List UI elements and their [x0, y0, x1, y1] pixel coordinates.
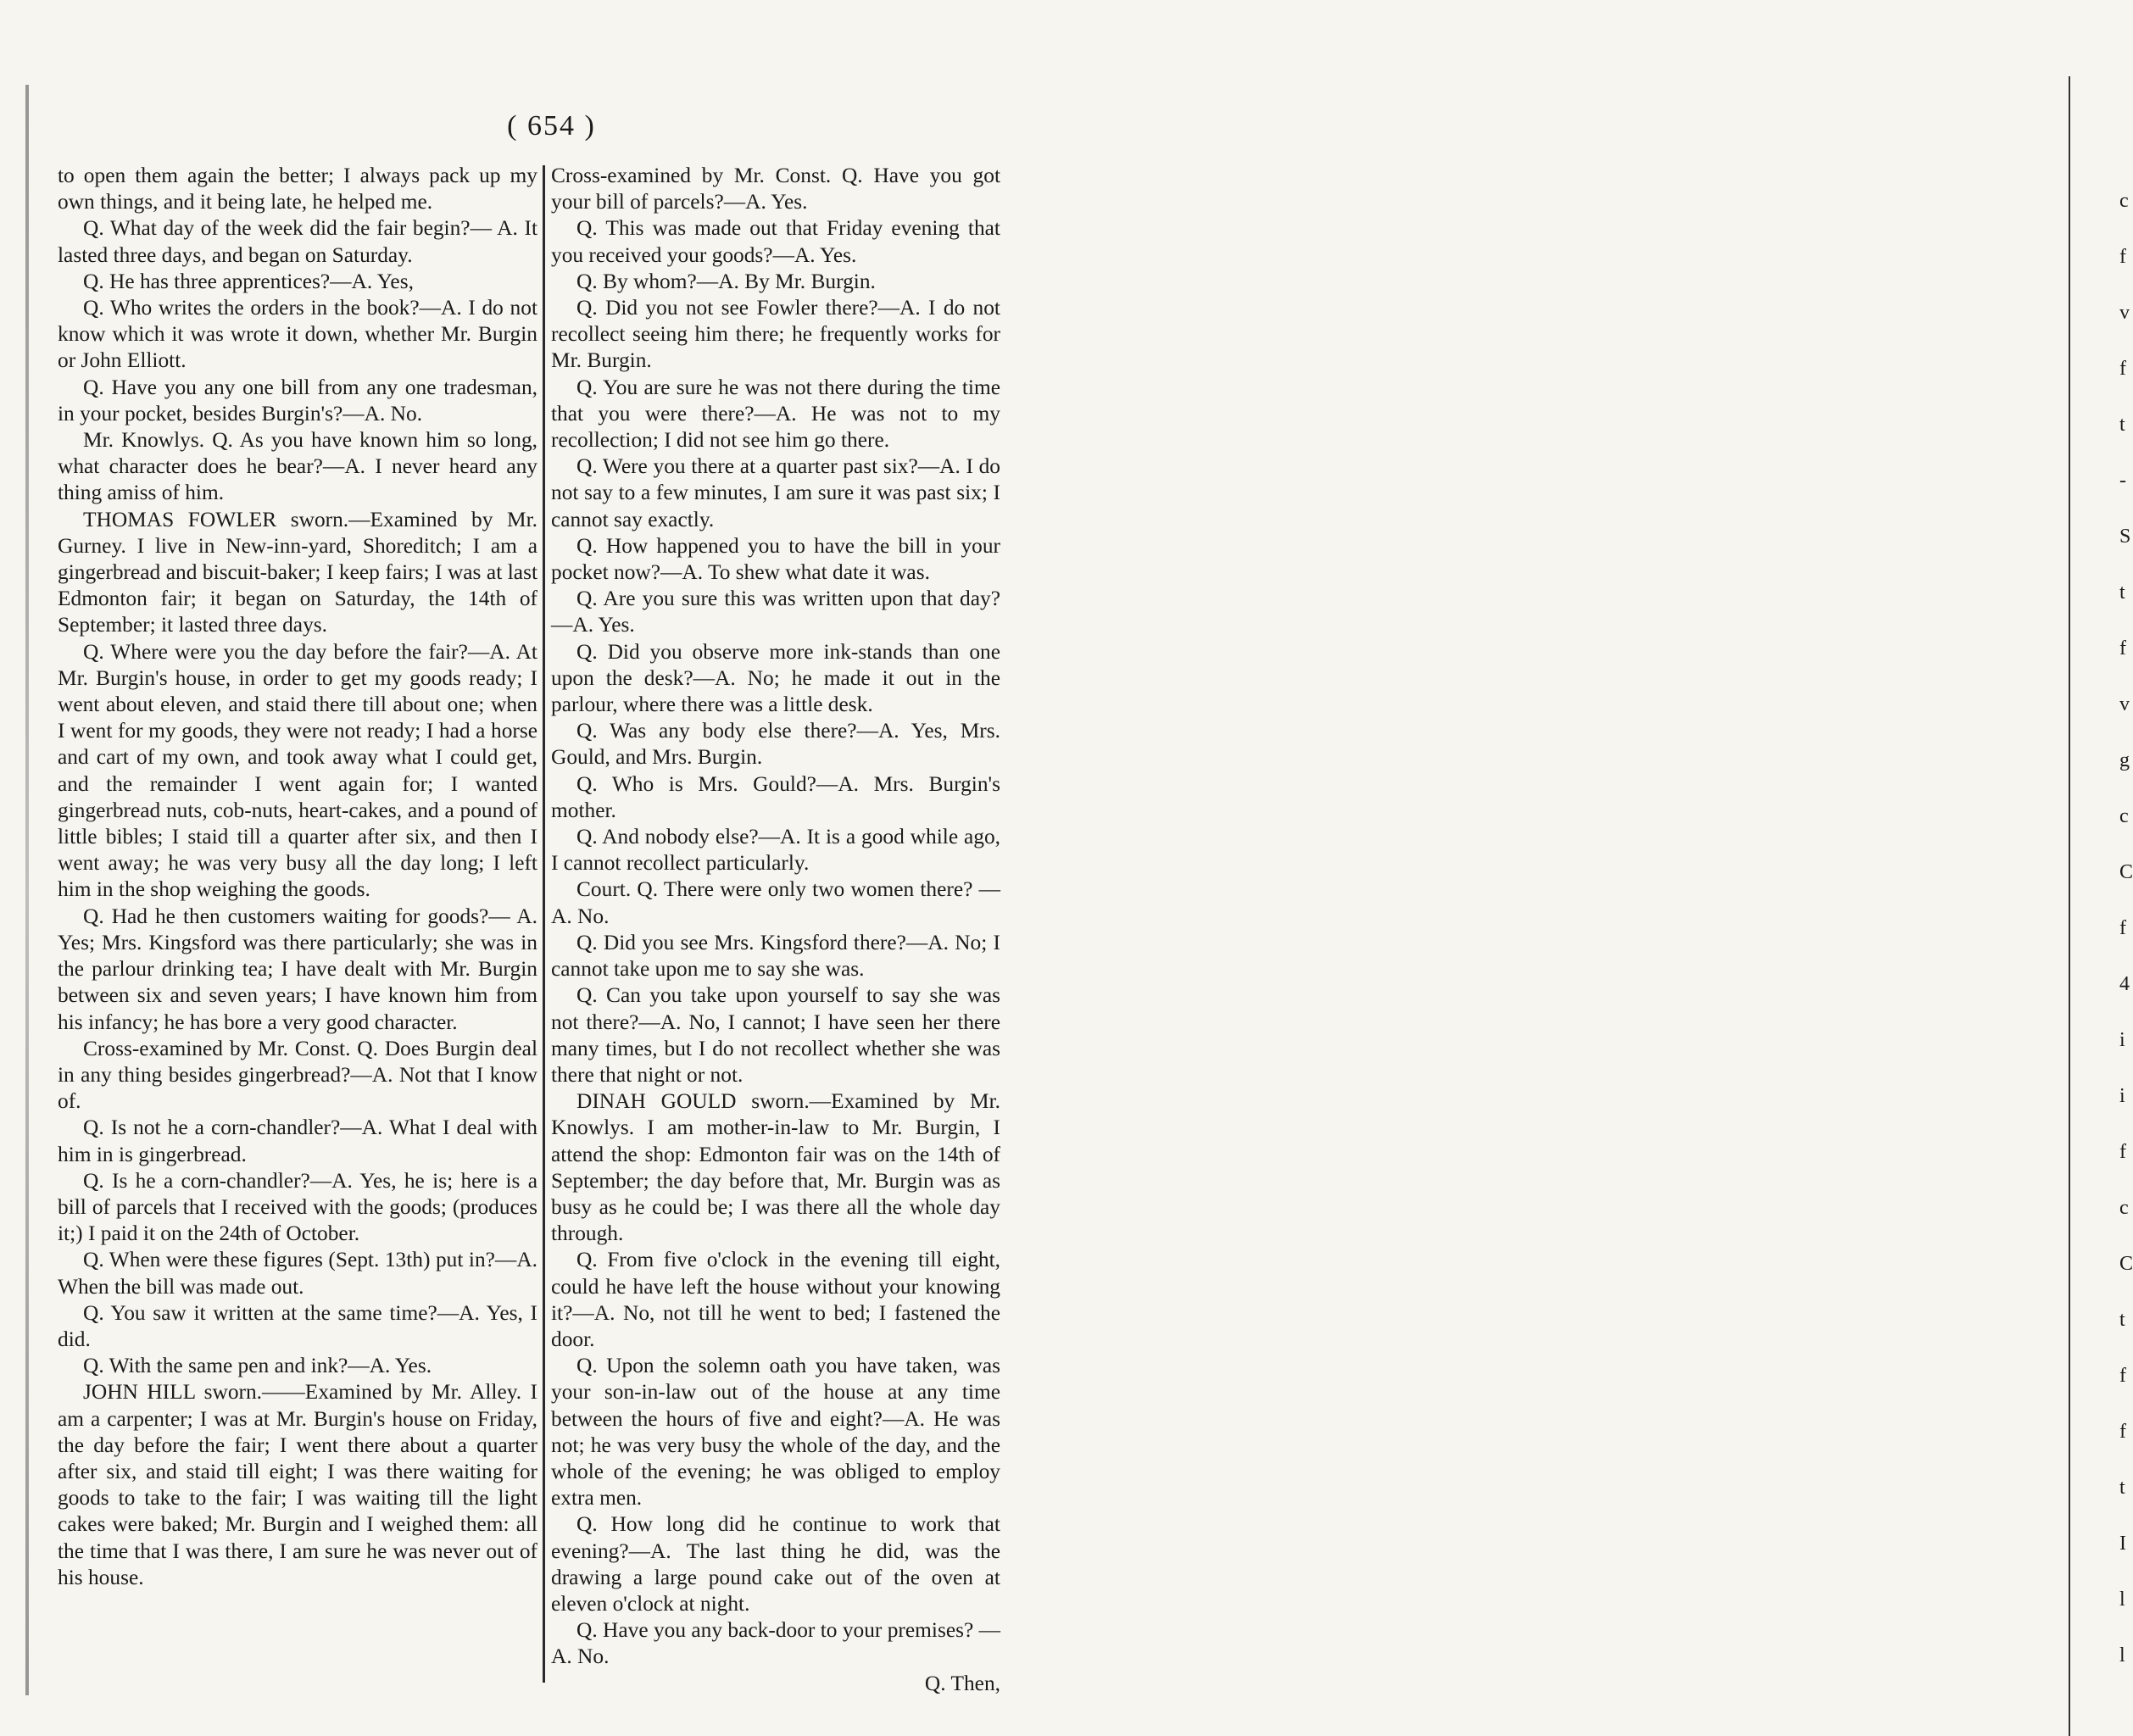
paragraph: DINAH GOULD sworn.—Examined by Mr. Knowlys. I am mother-in-law to Mr. Burgin, I attend the shop: Edmonton fair was on the 14th of September; the day before that, Mr. Burgin was as busy as he could be; I was there all the whole day through. [551, 1089, 1000, 1246]
paragraph: Q. By whom?—A. By Mr. Burgin. [576, 269, 876, 293]
paragraph: THOMAS FOWLER sworn.—Examined by Mr. Gurney. I live in New-inn-yard, Shoreditch; I am a gingerbread and biscuit-baker; I keep fairs; I was at last Edmonton fair; it began on Saturday, the 14th of September; it lasted three days. [58, 507, 537, 637]
edge-letter: g [2119, 749, 2130, 771]
paragraph: Q. You are sure he was not there during the time that you were there?—A. He was not to my recollection; I did not see him go there. [551, 375, 1000, 453]
paragraph: Q. Is he a corn-chandler?—A. Yes, he is; here is a bill of parcels that I received with the goods; (produces it;) I paid it on the 24th of October. [58, 1168, 537, 1246]
paragraph: Court. Q. There were only two women there? —A. No. [551, 877, 1000, 928]
edge-letter: t [2119, 1309, 2125, 1331]
paragraph: Q. Have you any back-door to your premises? —A. No. [551, 1618, 1000, 1669]
edge-letter: f [2119, 1141, 2126, 1163]
edge-letter: f [2119, 246, 2126, 268]
binding-shadow [25, 85, 29, 1695]
edge-letter: v [2119, 302, 2130, 324]
paragraph: Q. This was made out that Friday evening that you received your goods?—A. Yes. [551, 216, 1000, 267]
edge-letter: C [2119, 1253, 2133, 1275]
edge-letter: c [2119, 1197, 2129, 1219]
paragraph: Q. Is not he a corn-chandler?—A. What I deal with him in is gingerbread. [58, 1116, 537, 1166]
edge-letter: i [2119, 1085, 2125, 1107]
paragraph: Q. Did you see Mrs. Kingsford there?—A. No; I cannot take upon me to say she was. [551, 930, 1000, 982]
edge-letter: t [2119, 1477, 2125, 1499]
paragraph: Q. Can you take upon yourself to say she was not there?—A. No, I cannot; I have seen her there many times, but I do not recollect whether she was there that night or not. [551, 983, 1000, 1087]
paragraph: Q. And nobody else?—A. It is a good while ago, I cannot recollect particularly. [551, 825, 1000, 876]
paragraph: JOHN HILL sworn.——Examined by Mr. Alley. I am a carpenter; I was at Mr. Burgin's house on Friday, the day before the fair; I went there about a quarter after six, and staid till eight; I was there waiting for goods to take to the fair; I was waiting till the light cakes were baked; Mr. Burgin and I weighed them: all the time that I was there, I am sure he was never out of his house. [58, 1380, 537, 1589]
paragraph: Q. Was any body else there?—A. Yes, Mrs. Gould, and Mrs. Burgin. [551, 719, 1000, 770]
edge-letter: I [2119, 1533, 2126, 1555]
paragraph: Q. Had he then customers waiting for goods?— A. Yes; Mrs. Kingsford was there particularly; she was in the parlour drinking tea; I have dealt with Mr. Burgin between six and seven years; I have known him from his infancy; he has bore a very good character. [58, 904, 537, 1034]
edge-letter: c [2119, 190, 2129, 212]
paragraph: Q. Where were you the day before the fair?—A. At Mr. Burgin's house, in order to get my goods ready; I went about eleven, and staid there till about one; when I went for my goods, they were not ready; I had a horse and cart of my own, and took away what I could get, and the remainder I went again for; I wanted gingerbread nuts, cob-nuts, heart-cakes, and a pound of little bibles; I staid till a quarter after six, and then I went away; he was very busy all the day long; I left him in the shop weighing the goods. [58, 639, 537, 902]
edge-letter: S [2119, 526, 2131, 548]
edge-letter: 4 [2119, 973, 2130, 995]
paragraph: Q. Have you any one bill from any one tradesman, in your pocket, besides Burgin's?—A. No. [58, 375, 537, 426]
edge-letter: f [2119, 637, 2126, 659]
paragraph: Q. You saw it written at the same time?—A. Yes, I did. [58, 1300, 537, 1351]
edge-letter: C [2119, 861, 2133, 883]
paragraph: Q. He has three apprentices?—A. Yes, [83, 269, 414, 293]
paragraph: Q. How long did he continue to work that evening?—A. The last thing he did, was the drawing a large pound cake out of the oven at eleven o'clock at night. [551, 1512, 1000, 1616]
paragraph: Q. Were you there at a quarter past six?—A. I do not say to a few minutes, I am sure it was past six; I cannot say exactly. [551, 454, 1000, 531]
paragraph: Cross-examined by Mr. Const. Q. Does Burgin deal in any thing besides gingerbread?—A. Not that I know of. [58, 1036, 537, 1114]
paragraph: Q. When were these figures (Sept. 13th) put in?—A. When the bill was made out. [58, 1248, 537, 1299]
paragraph: Cross-examined by Mr. Const. Q. Have you got your bill of parcels?—A. Yes. [551, 164, 1000, 214]
paragraph: Q. Who writes the orders in the book?—A. I do not know which it was wrote it down, whether Mr. Burgin or John Elliott. [58, 296, 537, 373]
paragraph: Q. Upon the solemn oath you have taken, was your son-in-law out of the house at any time between the hours of five and eight?—A. He was not; he was very busy the whole of the day, and the whole of the evening; he was obliged to employ extra men. [551, 1354, 1000, 1511]
edge-letter: t [2119, 414, 2125, 436]
edge-letter: i [2119, 1029, 2125, 1051]
paragraph: Mr. Knowlys. Q. As you have known him so long, what character does he bear?—A. I never heard any thing amiss of him. [58, 428, 537, 505]
edge-letter: l [2119, 1589, 2125, 1611]
edge-letter: f [2119, 917, 2126, 939]
paragraph: Q. What day of the week did the fair begin?— A. It lasted three days, and began on Saturday. [58, 216, 537, 267]
edge-letter: l [2119, 1644, 2125, 1666]
paragraph: Q. Are you sure this was written upon that day? —A. Yes. [551, 587, 1000, 637]
paragraph: Q. Did you not see Fowler there?—A. I do not recollect seeing him there; he frequently works for Mr. Burgin. [551, 296, 1000, 373]
edge-letter: c [2119, 805, 2129, 827]
paragraph: Q. Who is Mrs. Gould?—A. Mrs. Burgin's mother. [551, 771, 1000, 822]
next-page-edge [1033, 0, 2133, 1736]
edge-letter: f [2119, 1421, 2126, 1443]
edge-letter: f [2119, 358, 2126, 380]
paragraph: to open them again the better; I always pack up my own things, and it being late, he helped me. [58, 164, 537, 214]
column-rule [543, 165, 545, 1683]
edge-rule [2069, 76, 2070, 1736]
page-number: ( 654 ) [507, 110, 596, 142]
paragraph: Q. From five o'clock in the evening till eight, could he have left the house without your knowing it?—A. No, not till he went to bed; I fastened the door. [551, 1248, 1000, 1351]
edge-letter: - [2119, 470, 2126, 492]
left-column [58, 163, 537, 1591]
edge-letter: f [2119, 1365, 2126, 1387]
paragraph: Q. With the same pen and ink?—A. Yes. [83, 1354, 432, 1378]
edge-letter: v [2119, 693, 2130, 715]
right-column [551, 163, 1000, 1697]
edge-letter: t [2119, 581, 2125, 604]
catchword: Q. Then, [924, 1671, 1000, 1695]
paragraph: Q. How happened you to have the bill in your pocket now?—A. To shew what date it was. [551, 533, 1000, 585]
paragraph: Q. Did you observe more ink-stands than one upon the desk?—A. No; he made it out in the parlour, where there was a little desk. [551, 639, 1000, 717]
